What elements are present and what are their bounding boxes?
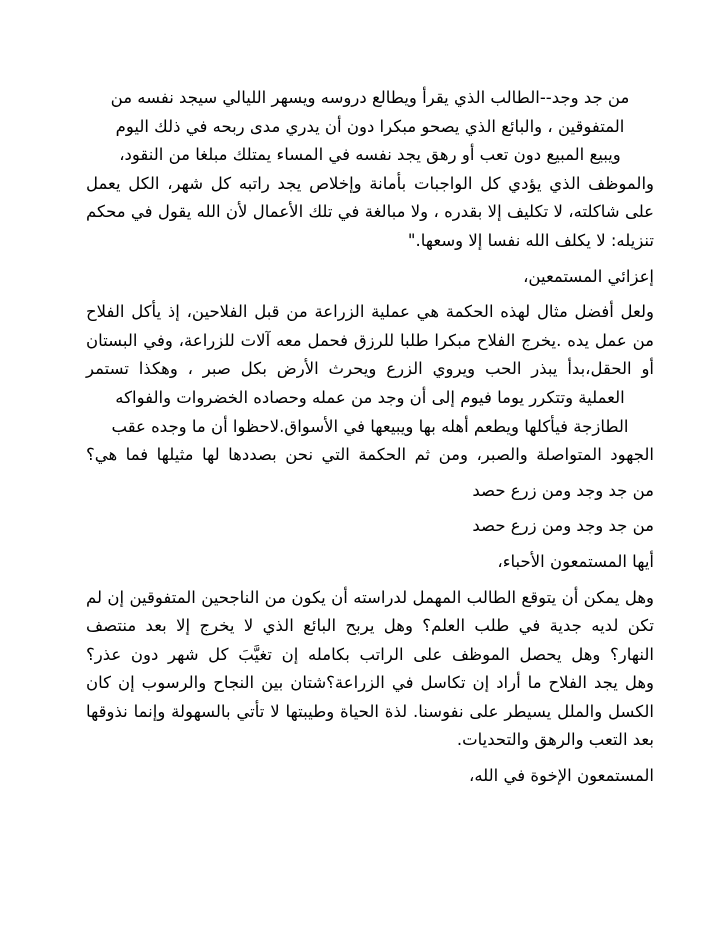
- document-body: [86, 84, 654, 791]
- text-line: النهار؟ وهل يحصل الموظف على الراتب بكامله إن تغيَّبَ كل شهر دون عذر؟: [86, 644, 654, 664]
- text-line: المستمعون الإخوة في الله،: [469, 766, 654, 786]
- salutation-1: [86, 263, 654, 292]
- text-line: بعد التعب والرهق والتحديات.: [456, 730, 654, 750]
- text-line: وهل يجد الفلاح ما أراد إن تكاسل في الزراعة؟شتان بين النجاح والرسوب إن كان: [86, 673, 654, 693]
- proverb-1: [86, 477, 654, 506]
- text-line: على شاكلته، لا تكليف إلا بقدره ، ولا مبالغة في تلك الأعمال لأن الله يقول في محكم: [86, 202, 654, 222]
- text-line: من جد وجد ومن زرع حصد: [472, 516, 654, 536]
- paragraph-questions: [86, 584, 654, 756]
- salutation-2: [86, 548, 654, 577]
- text-line: ويبيع المبيع دون تعب أو رهق يجد نفسه في المساء يمتلك مبلغا من النقود،: [119, 145, 621, 165]
- text-line: الكسل والملل يسيطر على نفوسنا. لذة الحياة وطيبتها لا تأتي بالسهولة وإنما نذوقها: [86, 701, 654, 721]
- text-line: أو الحقل،بدأ يبذر الحب ويروي الزرع ويحرث الأرض بكل صبر ، وهكذا تستمر: [86, 359, 654, 379]
- text-line: أيها المستمعون الأحباء،: [497, 551, 654, 571]
- text-line: الطازجة فيأكلها ويطعم أهله بها ويبيعها في الأسواق.لاحظوا أن ما وجده عقب: [111, 416, 629, 436]
- text-line: من جد وجد--الطالب الذي يقرأ ويطالع دروسه ويسهر الليالي سيجد نفسه من: [110, 88, 630, 107]
- text-line: تكن لديه جدية في طلب العلم؟ وهل يربح البائع الذي لا يخرج إلا بعد منتصف: [86, 616, 654, 636]
- salutation-3: [86, 762, 654, 791]
- text-line: من عمل يده .يخرج الفلاح مبكرا طلبا للرزق فحمل معه آلات للزراعة، وفي البستان: [86, 330, 654, 350]
- text-line: تنزيله: لا يكلف الله نفسا إلا وسعها.": [407, 230, 654, 250]
- text-line: إعزائي المستمعين،: [523, 266, 654, 286]
- text-line: والموظف الذي يؤدي كل الواجبات بأمانة وإخلاص يجد راتبه كل شهر، الكل يعمل: [86, 173, 654, 193]
- text-line: المتفوقين ، والبائع الذي يصحو مبكرا دون أن يدري مدى ربحه في ذلك اليوم: [115, 116, 625, 136]
- paragraph-intro: [86, 84, 654, 256]
- text-line: ولعل أفضل مثال لهذه الحكمة هي عملية الزراعة من قبل الفلاحين، إذ يأكل الفلاح: [86, 302, 654, 322]
- text-line: وهل يمكن أن يتوقع الطالب المهمل لدراسته أن يكون من الناجحين المتفوقين إن لم: [86, 587, 654, 607]
- text-line: الجهود المتواصلة والصبر، ومن ثم الحكمة التي نحن بصددها لها مثيلها فما هي؟: [86, 445, 654, 465]
- text-line: العملية وتتكرر يوما فيوم إلى أن وجد من عمله وحصاده الخضروات والفواكه: [115, 387, 625, 407]
- paragraph-farmer: [86, 298, 654, 470]
- proverb-2: [86, 512, 654, 541]
- text-line: من جد وجد ومن زرع حصد: [472, 480, 654, 500]
